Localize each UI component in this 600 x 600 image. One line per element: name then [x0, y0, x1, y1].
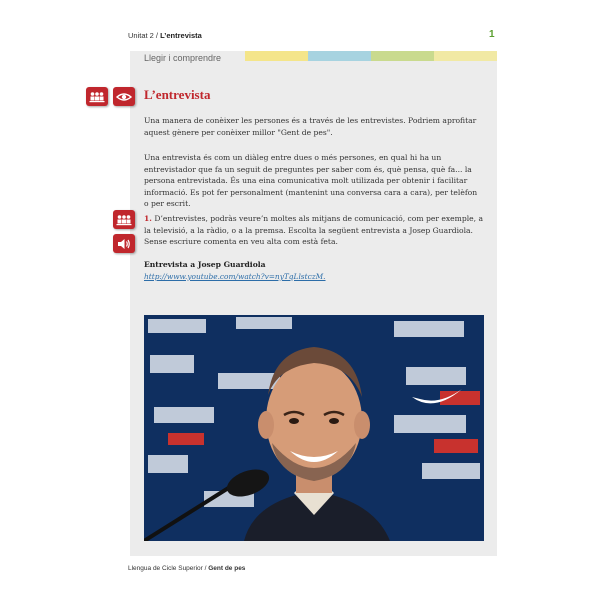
section-label: Llegir i comprendre	[144, 53, 222, 63]
color-tab	[245, 51, 308, 61]
question-text: D’entrevistes, podràs veure’n moltes als mitjans de comunicació, com per exemple, a la televisió, a la ràdio, o a la premsa. Escolta la següent entrevista a Josep Guardiola. Sense escriure comenta en veu alta com està feta.	[144, 214, 483, 247]
group-icon[interactable]	[113, 210, 135, 229]
interview-photo-illustration	[144, 315, 484, 541]
page-title: L’entrevista	[144, 87, 211, 102]
definition-paragraph: Una entrevista és com un diàleg entre dues o més persones, en qual hi ha un entrevistador que fa un seguit de preguntes per saber com és, què pensa, què fa... la persona entrevistada. És una eina comunicativa molt utilizada per obtenir i facilitar informació. Es pot fer personalment (mantenint una conversa cara a cara), per telèfon o per escrit.	[144, 153, 478, 209]
interview-link[interactable]: http://www.youtube.com/watch?v=nyTqLlstczM.	[144, 272, 326, 281]
section-bar	[130, 51, 497, 67]
unit-title: L’entrevista	[160, 31, 202, 40]
intro-paragraph: Una manera de conèixer les persones és a través de les entrevistes. Podriem aprofitar aquest gènere per conèixer millor "Gent de pes".	[144, 116, 477, 137]
group-icon[interactable]	[86, 87, 108, 106]
color-tab	[308, 51, 371, 61]
interview-photo	[144, 315, 484, 541]
activity-paragraph	[144, 213, 484, 248]
speaker-icon[interactable]	[113, 234, 135, 253]
footer-book: Gent de pes	[208, 565, 246, 572]
running-header	[128, 31, 202, 40]
interview-title: Entrevista a Josep Guardiola	[144, 260, 266, 269]
color-tab	[434, 51, 497, 61]
unit-label: Unitat 2 /	[128, 31, 161, 40]
footer-course: Llengua de Cicle Superior /	[128, 565, 209, 572]
question-number: 1.	[144, 214, 152, 223]
eye-icon[interactable]	[113, 87, 135, 106]
page-number: 1	[489, 29, 495, 40]
footer	[128, 565, 245, 572]
color-tab	[371, 51, 434, 61]
